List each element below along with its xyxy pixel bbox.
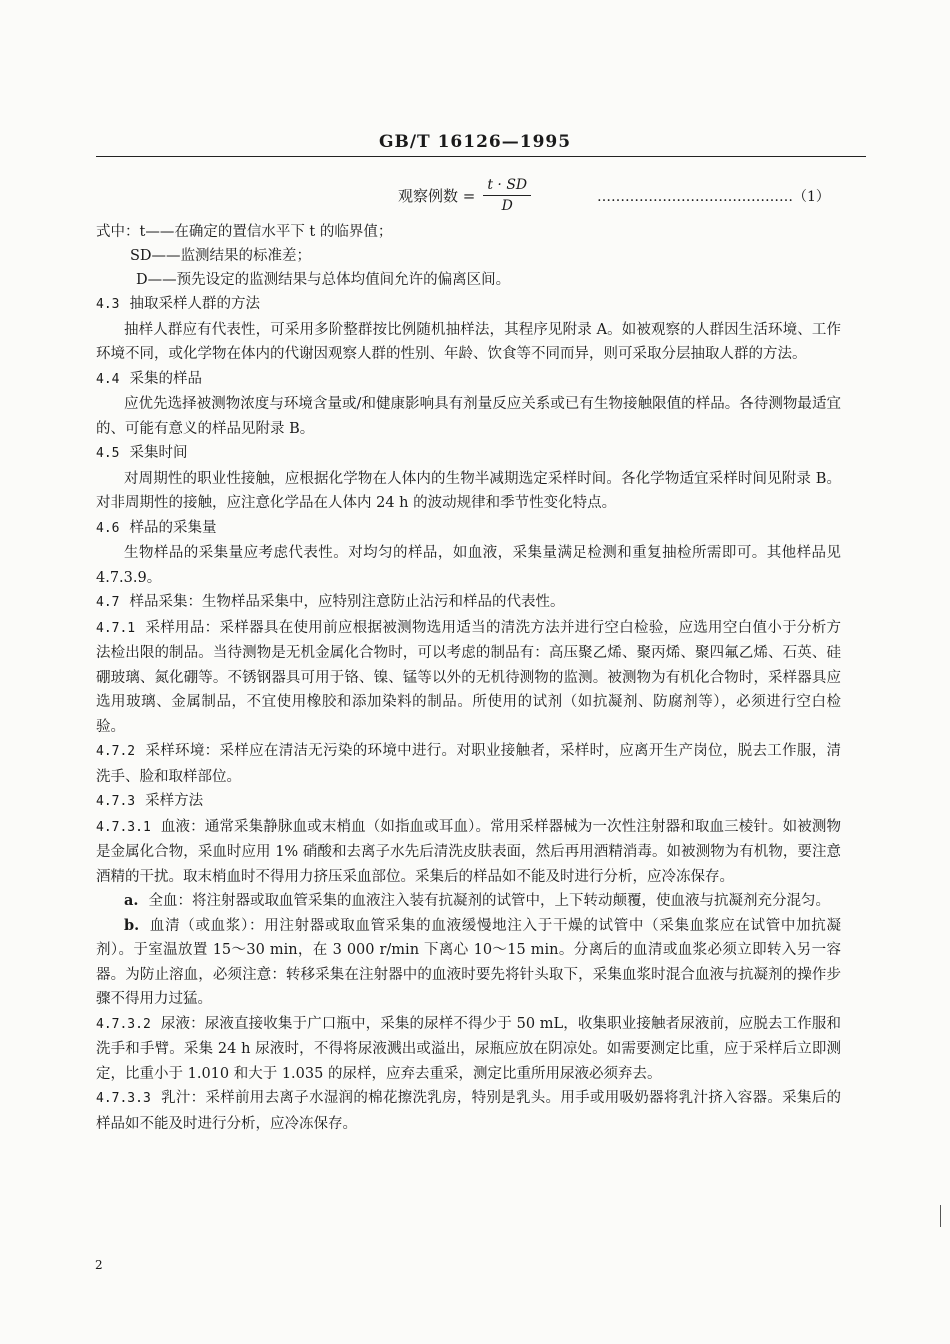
section-number: 4.5 bbox=[96, 446, 120, 461]
equation-number: ……………………………………（1） bbox=[597, 189, 830, 205]
section-4-5-body: 对周期性的职业性接触，应根据化学物在人体内的生物半减期选定采样时间。各化学物适宜采样时间见附录 B。对非周期性的接触，应注意化学品在人体内 24 h 的波动规律和季节性变化特点。 bbox=[96, 470, 841, 511]
section-4-4-body: 应优先选择被测物浓度与环境含量或/和健康影响具有剂量反应关系或已有生物接触限值的样品。各待测物最适宜的、可能有意义的样品见附录 B。 bbox=[96, 396, 841, 437]
formula-denominator: D bbox=[501, 197, 513, 214]
section-4-7-3-2 bbox=[96, 1012, 841, 1087]
variable-desc: 在确定的置信水平下 t 的临界值； bbox=[174, 224, 393, 240]
section-text: 乳汁：采样前用去离子水湿润的棉花擦洗乳房，特别是乳头。用手或用吸奶器将乳汁挤入容器。采集后的样品如不能及时进行分析，应冷冻保存。 bbox=[96, 1090, 841, 1132]
header-rule bbox=[96, 156, 866, 157]
section-title: 抽取采样人群的方法 bbox=[129, 296, 260, 312]
section-4-7-3-heading bbox=[96, 789, 841, 815]
section-4-7-3-3 bbox=[96, 1086, 841, 1136]
variable-sd bbox=[96, 244, 841, 268]
variable-d bbox=[96, 268, 841, 292]
formula-lhs: 观察例数 = bbox=[398, 186, 476, 205]
section-number: 4.7.3.1 bbox=[96, 819, 151, 835]
section-4-6-body: 生物样品的采集量应考虑代表性。对均匀的样品，如血液，采集量满足检测和重复抽检所需即可。其他样品见 4.7.3.9。 bbox=[96, 545, 841, 586]
scan-edge-mark bbox=[940, 1205, 941, 1227]
item-b bbox=[96, 914, 841, 1012]
section-4-3-heading bbox=[96, 292, 841, 318]
variable-desc: 监测结果的标准差； bbox=[180, 248, 312, 264]
section-number: 4.7.3.2 bbox=[96, 1016, 151, 1032]
variable-symbol: D—— bbox=[136, 272, 177, 288]
variable-t bbox=[96, 220, 841, 244]
section-4-7-1 bbox=[96, 616, 841, 740]
variable-symbol: SD—— bbox=[130, 248, 181, 264]
section-number: 4.3 bbox=[96, 297, 120, 312]
item-a bbox=[96, 889, 841, 914]
formula bbox=[398, 172, 531, 218]
section-4-4-heading bbox=[96, 367, 841, 393]
section-title: 样品的采集量 bbox=[129, 519, 217, 536]
item-text: 全血：将注射器或取血管采集的血液注入装有抗凝剂的试管中，上下转动颠覆，使血液与抗凝剂充分混匀。 bbox=[148, 893, 830, 909]
item-label: a. bbox=[124, 892, 139, 909]
section-4-7 bbox=[96, 590, 841, 616]
section-number: 4.7.3 bbox=[96, 794, 136, 809]
section-text: 采样用品：采样器具在使用前应根据被测物选用适当的清洗方法并进行空白检验，应选用空白值小于分析方法检出限的制品。当待测物是无机金属化合物时，可以考虑的制品有：高压聚乙烯、聚丙烯、聚四氟乙烯、石英、硅硼玻璃、氮化硼等。不锈钢器具可用于铬、镍、锰等以外的无机待测物的监测。被测物为有机化合物时，采样器具应选用玻璃、金属制品，不宜使用橡胶和添加染料的制品。所使用的试剂（如抗凝剂、防腐剂等），必须进行空白检验。 bbox=[96, 619, 841, 735]
section-title: 采样方法 bbox=[145, 793, 204, 809]
section-number: 4.7.3.3 bbox=[96, 1091, 151, 1106]
section-4-7-2 bbox=[96, 739, 841, 789]
section-4-7-3-1 bbox=[96, 815, 841, 890]
item-label: b. bbox=[124, 916, 140, 934]
section-4-6-heading bbox=[96, 516, 841, 542]
section-4-5-heading bbox=[96, 441, 841, 467]
standard-code-header: GB/T 16126—1995 bbox=[378, 132, 572, 152]
section-number: 4.7 bbox=[96, 595, 120, 610]
page-number: 2 bbox=[95, 1258, 103, 1272]
formula-fraction bbox=[483, 177, 531, 214]
variable-symbol: 式中：t—— bbox=[96, 224, 175, 240]
formula-numerator: t · SD bbox=[483, 177, 531, 196]
section-text: 尿液：尿液直接收集于广口瓶中，采集的尿样不得少于 50 mL，收集职业接触者尿液前，应脱去工作服和洗手和手臂。采集 24 h 尿液时，不得将尿液溅出或溢出，尿瓶应放在阴凉处。如需要测定比重，应于采样后立即测定，比重小于 1.010 和大于 1.035 的尿样，应弃去重采，测定比重所用尿液必须弃去。 bbox=[96, 1015, 841, 1082]
section-4-3-body: 抽样人群应有代表性，可采用多阶整群按比例随机抽样法，其程序见附录 A。如被观察的人群因生活环境、工作环境不同，或化学物在体内的代谢因观察人群的性别、年龄、饮食等不同而异，则可采取分层抽取人群的方法。 bbox=[96, 321, 841, 362]
section-title: 采集时间 bbox=[129, 445, 188, 461]
section-text: 采样环境：采样应在清洁无污染的环境中进行。对职业接触者，采样时，应离开生产岗位，脱去工作服，清洗手、脸和取样部位。 bbox=[96, 743, 841, 785]
item-text: 血清（或血浆）：用注射器或取血管采集的血液缓慢地注入于干燥的试管中（采集血浆应在试管中加抗凝剂）。于室温放置 15～30 min，在 3 000 r/min 下离心 10～15 min。分离后的血清或血浆必须立即转入另一容器。为防止溶血，必须注意：转移采集在注射器中的血液时要先将针头取下，采集血浆时混合血液与抗凝剂的操作步骤不得用力过猛。 bbox=[96, 917, 841, 1007]
section-number: 4.4 bbox=[96, 371, 120, 387]
section-title: 采集的样品 bbox=[129, 370, 202, 387]
variable-desc: 预先设定的监测结果与总体均值间允许的偏离区间。 bbox=[176, 272, 511, 288]
section-text: 血液：通常采集静脉血或末梢血（如指血或耳血）。常用采样器械为一次性注射器和取血三棱针。如被测物是金属化合物，采血时应用 1% 硝酸和去离子水先后清洗皮肤表面，然后再用酒精消毒。如被测物为有机物，要注意酒精的干扰。取末梢血时不得用力挤压采血部位。采集后的样品如不能及时进行分析，应冷冻保存。 bbox=[96, 818, 841, 885]
section-number: 4.7.2 bbox=[96, 744, 136, 759]
section-number: 4.6 bbox=[96, 520, 120, 536]
document-body bbox=[96, 220, 841, 1136]
section-number: 4.7.1 bbox=[96, 620, 136, 636]
section-text: 样品采集：生物样品采集中，应特别注意防止沾污和样品的代表性。 bbox=[129, 594, 565, 610]
